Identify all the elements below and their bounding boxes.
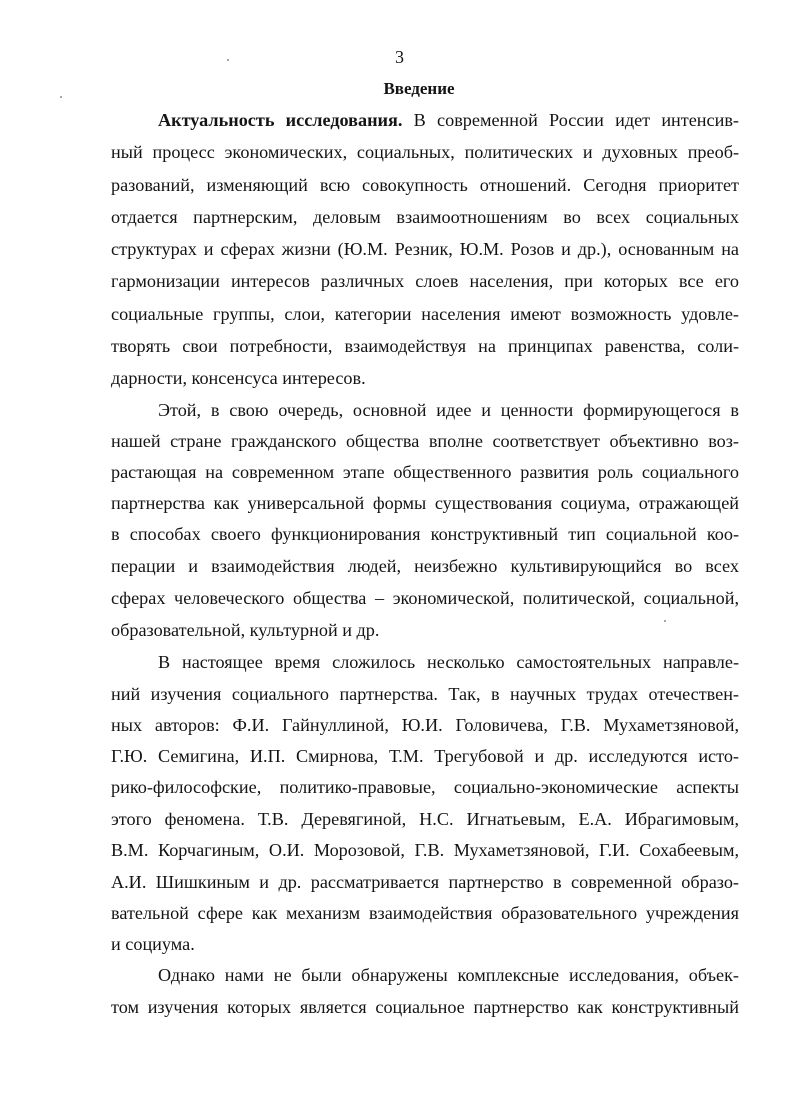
paragraph-3-line-4: Г.Ю. Семигина, И.П. Смирнова, Т.М. Трегубовой и др. исследуются исто- — [111, 746, 739, 766]
paragraph-1-line-5: структурах и сферах жизни (Ю.М. Резник, Ю.М. Розов и др.), основанным на — [111, 239, 739, 259]
paragraph-1-line-2: ный процесс экономических, социальных, политических и духовных преоб- — [111, 142, 739, 162]
paragraph-4-line-1: Однако нами не были обнаружены комплексные исследования, объек- — [158, 965, 739, 985]
lead-phrase: Актуальность исследования. — [158, 110, 403, 130]
paragraph-4-line-2: том изучения которых является социальное партнерство как конструктивный — [111, 997, 739, 1017]
paragraph-3-line-1: В настоящее время сложилось несколько самостоятельных направле- — [158, 652, 739, 672]
paragraph-2-line-5: в способах своего функционирования конструктивный тип социальной коо- — [111, 524, 739, 544]
paragraph-3-line-6: этого феномена. Т.В. Деревягиной, Н.С. Игнатьевым, Е.А. Ибрагимовым, — [111, 809, 739, 829]
paragraph-1-line-6: гармонизации интересов различных слоев населения, при которых все его — [111, 271, 739, 291]
paragraph-1-line-8: творять свои потребности, взаимодействуя на принципах равенства, соли- — [111, 336, 739, 356]
paragraph-2-line-2: нашей стране гражданского общества вполне соответствует объективно воз- — [111, 431, 739, 451]
paragraph-3-line-2: ний изучения социального партнерства. Так, в научных трудах отечествен- — [111, 684, 739, 704]
paragraph-3-line-7: В.М. Корчагиным, О.И. Морозовой, Г.В. Мухаметзяновой, Г.И. Сохабеевым, — [111, 840, 739, 860]
paragraph-3-line-5: рико-философские, политико-правовые, социально-экономические аспекты — [111, 777, 739, 797]
paragraph-2-line-1: Этой, в свою очередь, основной идее и ценности формирующегося в — [158, 400, 739, 420]
paragraph-2-line-8: образовательной, культурной и др. — [111, 620, 380, 640]
scan-speck — [60, 96, 62, 98]
paragraph-1-line-1: Актуальность исследования. В современной России идет интенсив- — [158, 110, 739, 130]
paragraph-3-line-10: и социума. — [111, 934, 195, 954]
paragraph-1-line-7: социальные группы, слои, категории населения имеют возможность удовле- — [111, 304, 739, 324]
scan-speck — [664, 620, 666, 622]
paragraph-1-line-4: отдается партнерским, деловым взаимоотношениям во всех социальных — [111, 207, 739, 227]
paragraph-2-line-6: перации и взаимодействия людей, неизбежно культивирующийся во всех — [111, 556, 739, 576]
paragraph-3-line-3: ных авторов: Ф.И. Гайнуллиной, Ю.И. Головичева, Г.В. Мухаметзяновой, — [111, 715, 739, 735]
paragraph-2-line-4: партнерства как универсальной формы существования социума, отражающей — [111, 493, 739, 513]
paragraph-1-line-9: дарности, консенсуса интересов. — [111, 368, 366, 388]
paragraph-2-line-3: растающая на современном этапе общественного развития роль социального — [111, 462, 739, 482]
scan-speck — [227, 59, 229, 61]
section-heading: Введение — [383, 79, 455, 98]
paragraph-3-line-9: вательной сфере как механизм взаимодействия образовательного учреждения — [111, 903, 739, 923]
paragraph-3-line-8: А.И. Шишкиным и др. рассматривается партнерство в современной образо- — [111, 872, 739, 892]
paragraph-1-line-3: разований, изменяющий всю совокупность отношений. Сегодня приоритет — [111, 175, 739, 195]
page-number: 3 — [395, 47, 404, 67]
paragraph-2-line-7: сферах человеческого общества – экономической, политической, социальной, — [111, 588, 739, 608]
